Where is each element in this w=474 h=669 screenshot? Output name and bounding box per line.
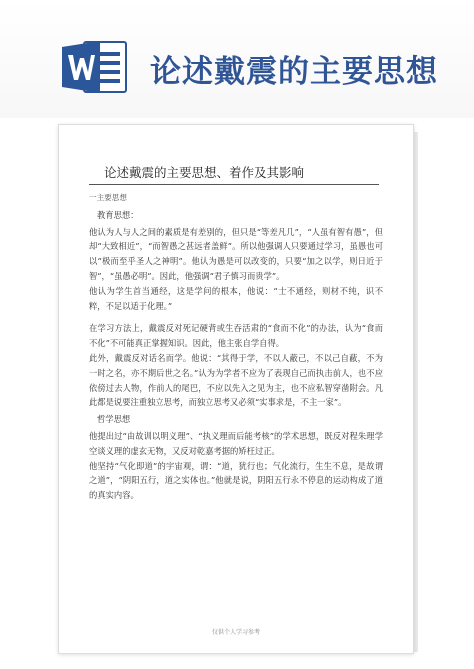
document-body bbox=[89, 191, 383, 503]
education-paragraph-4: 此外，戴震反对话名而学。他说：“其得于学，不以人蔽己，不以己自蔽，不为一时之名，亦不期后世之名。”认为为学者不应为了表现自己而执击前人，也不应依傍过去人物，作前人的尾巴，不应以先入之见为主，也不应私智穿凿附会。凡此都是说要注重独立思考，而独立思考又必须“实事求是，不主一家”。 bbox=[89, 352, 383, 408]
banner bbox=[0, 0, 474, 118]
document-title: 论述戴震的主要思想、着作及其影响 bbox=[104, 165, 305, 180]
education-paragraph-2: 他认为学生首当通经，这是学问的根本，他说：“士不通经，则材不纯，识不粹，不足以适于化理。” bbox=[89, 285, 383, 311]
education-paragraph-1: 他认为人与人之间的素质是有差别的，但只是“等差凡几”，“人虽有智有愚”，但却“大致相近”，“而智愚之甚远者盖鲜”。所以他强调人只要通过学习，虽愚也可以“极而至乎圣人之神明”。他认为愚是可以改变的，只要“加之以学，则日近于智”，“虽愚必明”。因此，他强调“君子慎习而贵学”。 bbox=[89, 226, 383, 281]
word-document-icon bbox=[62, 38, 128, 96]
title-divider bbox=[89, 184, 379, 185]
document-page bbox=[58, 124, 414, 654]
philosophy-paragraph-1: 他提出过“由故训以明义理”、“执义理而后能考核”的学术思想，既反对程朱理学空谈义理的虚玄无物，又反对乾嘉考据的矫枉过正。 bbox=[89, 430, 383, 456]
philosophy-paragraph-2: 他坚持“气化即道”的宇宙观，谓：“道，犹行也；气化流行，生生不息，是故谓之道”，“阴阳五行，道之实体也。”他就是说，阴阳五行永不停息的运动构成了道的真实内容。 bbox=[89, 460, 383, 501]
philosophy-heading: 哲学思想 bbox=[97, 414, 131, 425]
page-footer: 仅供个人学习参考 bbox=[211, 629, 260, 636]
education-paragraph-3: 在学习方法上，戴震反对死记硬背或生吞活肃的“食而不化”的办法，认为“食而不化”不可能真正掌握知识。因此，他主张自学自得。 bbox=[89, 323, 383, 349]
education-heading: 教育思想： bbox=[97, 209, 139, 220]
banner-title: 论述戴震的主要思想 bbox=[150, 54, 438, 90]
section-label: 一主要思想 bbox=[89, 193, 127, 202]
